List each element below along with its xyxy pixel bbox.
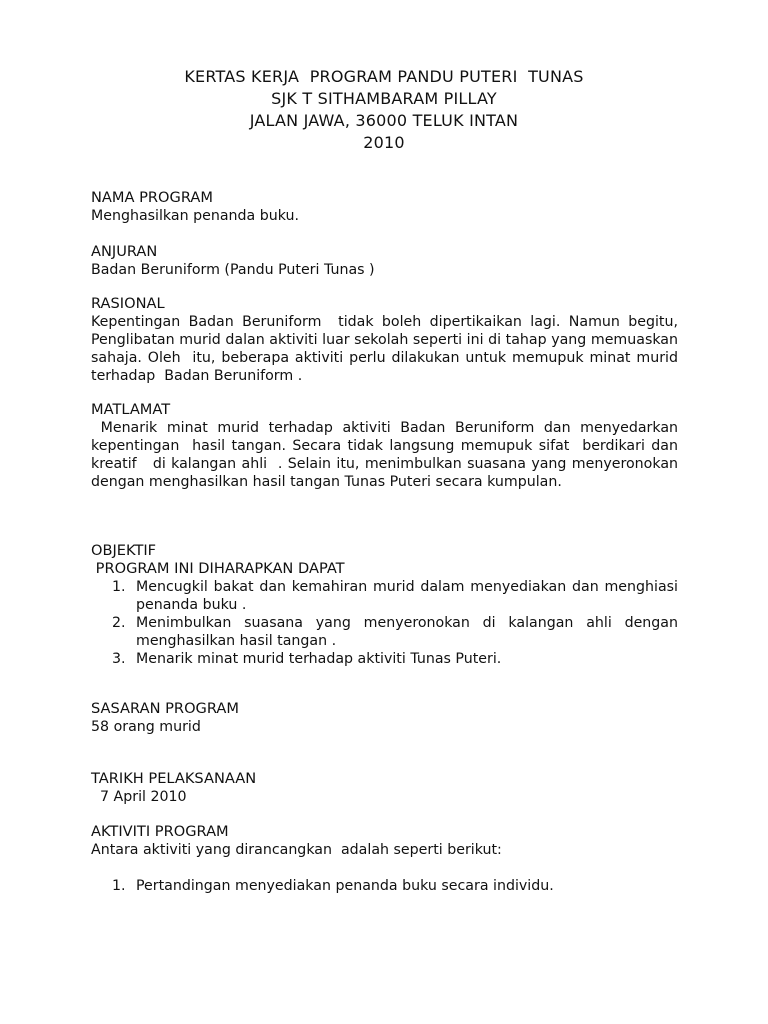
section-paragraph: Kepentingan Badan Beruniform tidak boleh dipertikaikan lagi. Namun begitu, Penglibatan murid dalan aktiviti luar sekolah seperti ini di tahap yang memuaskan sahaja. Oleh itu, beberapa aktiviti perlu dilakukan untuk memupuk minat murid terhadap Badan Beruniform . (91, 314, 692, 384)
section-heading: OBJEKTIF (91, 542, 157, 559)
section-tarikh-pelaksanaan (91, 770, 678, 806)
section-heading: MATLAMAT (91, 401, 171, 418)
title-line-3: JALAN JAWA, 36000 TELUK INTAN (249, 111, 519, 130)
section-heading: TARIKH PELAKSANAAN (91, 770, 257, 787)
section-text: 7 April 2010 (100, 789, 187, 805)
list-item-text: Menimbulkan suasana yang menyeronokan di kalangan ahli dengan menghasilkan hasil tangan . (136, 615, 678, 649)
list-item-text: Menarik minat murid terhadap aktiviti Tunas Puteri. (136, 651, 502, 667)
section-heading: SASARAN PROGRAM (91, 700, 239, 717)
aktiviti-list (91, 877, 678, 895)
section-heading: ANJURAN (91, 243, 158, 260)
section-sasaran-program (91, 700, 678, 736)
section-heading: NAMA PROGRAM (91, 189, 213, 206)
document-title (0, 66, 768, 154)
section-aktiviti-program (91, 823, 678, 895)
section-objektif (91, 542, 678, 668)
section-text: 58 orang murid (91, 719, 201, 735)
title-line-4: 2010 (363, 133, 405, 152)
list-item (91, 578, 678, 614)
list-item (91, 650, 678, 668)
list-number: 2. (112, 615, 126, 631)
section-matlamat (91, 401, 692, 491)
section-text: Badan Beruniform (Pandu Puteri Tunas ) (91, 262, 375, 278)
section-heading: AKTIVITI PROGRAM (91, 823, 229, 840)
objektif-list (91, 578, 678, 668)
section-heading: RASIONAL (91, 295, 165, 312)
list-item-text: Pertandingan menyediakan penanda buku secara individu. (136, 878, 554, 894)
section-text: Antara aktiviti yang dirancangkan adalah seperti berikut: (91, 842, 502, 858)
section-subheading: PROGRAM INI DIHARAPKAN DAPAT (91, 560, 345, 577)
list-number: 3. (112, 651, 126, 667)
section-rasional (91, 295, 692, 385)
title-line-2: SJK T SITHAMBARAM PILLAY (271, 89, 497, 108)
section-anjuran (91, 243, 678, 279)
section-nama-program (91, 189, 678, 225)
list-number: 1. (112, 878, 126, 894)
list-item (91, 614, 678, 650)
list-number: 1. (112, 579, 126, 595)
section-paragraph: Menarik minat murid terhadap aktiviti Badan Beruniform dan menyedarkan kepentingan hasil tangan. Secara tidak langsung memupuk sifat berdikari dan kreatif di kalangan ahli . Selain itu, menimbulkan suasana yang menyeronokan dengan menghasilkan hasil tangan Tunas Puteri secara kumpulan. (91, 420, 692, 490)
list-item-text: Mencugkil bakat dan kemahiran murid dalam menyediakan dan menghiasi penanda buku . (136, 579, 678, 613)
section-text: Menghasilkan penanda buku. (91, 208, 299, 224)
list-item (91, 877, 678, 895)
title-line-1: KERTAS KERJA PROGRAM PANDU PUTERI TUNAS (184, 67, 584, 86)
